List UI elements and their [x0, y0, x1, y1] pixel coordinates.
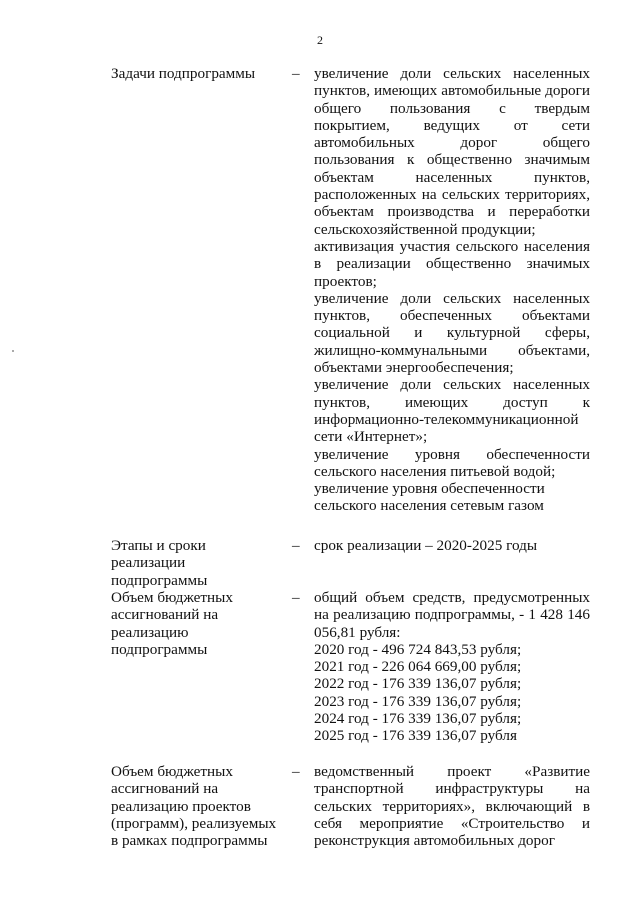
section-label: Объем бюджетных ассигнований на реализацию подпрограммы	[111, 589, 233, 658]
dash: –	[292, 65, 300, 82]
dash: –	[292, 763, 300, 780]
paragraph: увеличение уровня обеспеченности сельского населения сетевым газом	[314, 480, 545, 515]
paragraph: увеличение доли сельских населенных пунктов, имеющих автомобильные дороги общего пользования с твердым покрытием, ведущих от сети автомобильных дорог общего пользования к общественно значимым объектам населенных пунктов, расположенных на сельских территориях, объектам производства и переработки сельскохозяйственной продукции;	[314, 65, 590, 238]
budget-year-line: 2024 год - 176 339 136,07 рубля;	[314, 710, 522, 728]
paragraph: активизация участия сельского населения в реализации общественно значимых проектов;	[314, 237, 590, 290]
section-content	[314, 763, 590, 849]
section-content	[314, 65, 590, 515]
paragraph: ведомственный проект «Развитие транспортной инфраструктуры на сельских территориях», включающий в себя мероприятие «Строительство и реконструкция автомобильных дорог	[314, 763, 590, 850]
dash: –	[292, 589, 300, 606]
dash: –	[292, 537, 300, 554]
section-content	[314, 589, 590, 745]
budget-year-line: 2025 год - 176 339 136,07 рубля	[314, 727, 517, 745]
budget-year-line: 2023 год - 176 339 136,07 рубля;	[314, 692, 522, 710]
section-label: Объем бюджетных ассигнований на реализацию проектов (программ), реализуемых в рамках подпрограммы	[111, 763, 277, 850]
section-content	[314, 537, 590, 554]
scan-speck	[12, 350, 14, 352]
paragraph: срок реализации – 2020-2025 годы	[314, 537, 538, 554]
section-label: Этапы и сроки реализации подпрограммы	[111, 537, 208, 589]
paragraph: увеличение доли сельских населенных пунктов, обеспеченных объектами социальной и культурной сферы, жилищно-коммунальными объектами, объектами энергообеспечения;	[314, 289, 590, 377]
budget-year-line: 2021 год - 226 064 669,00 рубля;	[314, 658, 522, 676]
page-number: 2	[317, 33, 323, 47]
paragraph: увеличение уровня обеспеченности сельского населения питьевой водой;	[314, 445, 590, 480]
budget-year-line: 2020 год - 496 724 843,53 рубля;	[314, 640, 522, 658]
paragraph: увеличение доли сельских населенных пунктов, имеющих доступ к информационно-телекоммуникационной сети «Интернет»;	[314, 376, 590, 446]
budget-year-line: 2022 год - 176 339 136,07 рубля;	[314, 675, 522, 693]
paragraph: общий объем средств, предусмотренных на реализацию подпрограммы, - 1 428 146 056,81 рубля:	[314, 589, 590, 641]
section-label: Задачи подпрограммы	[111, 65, 256, 82]
